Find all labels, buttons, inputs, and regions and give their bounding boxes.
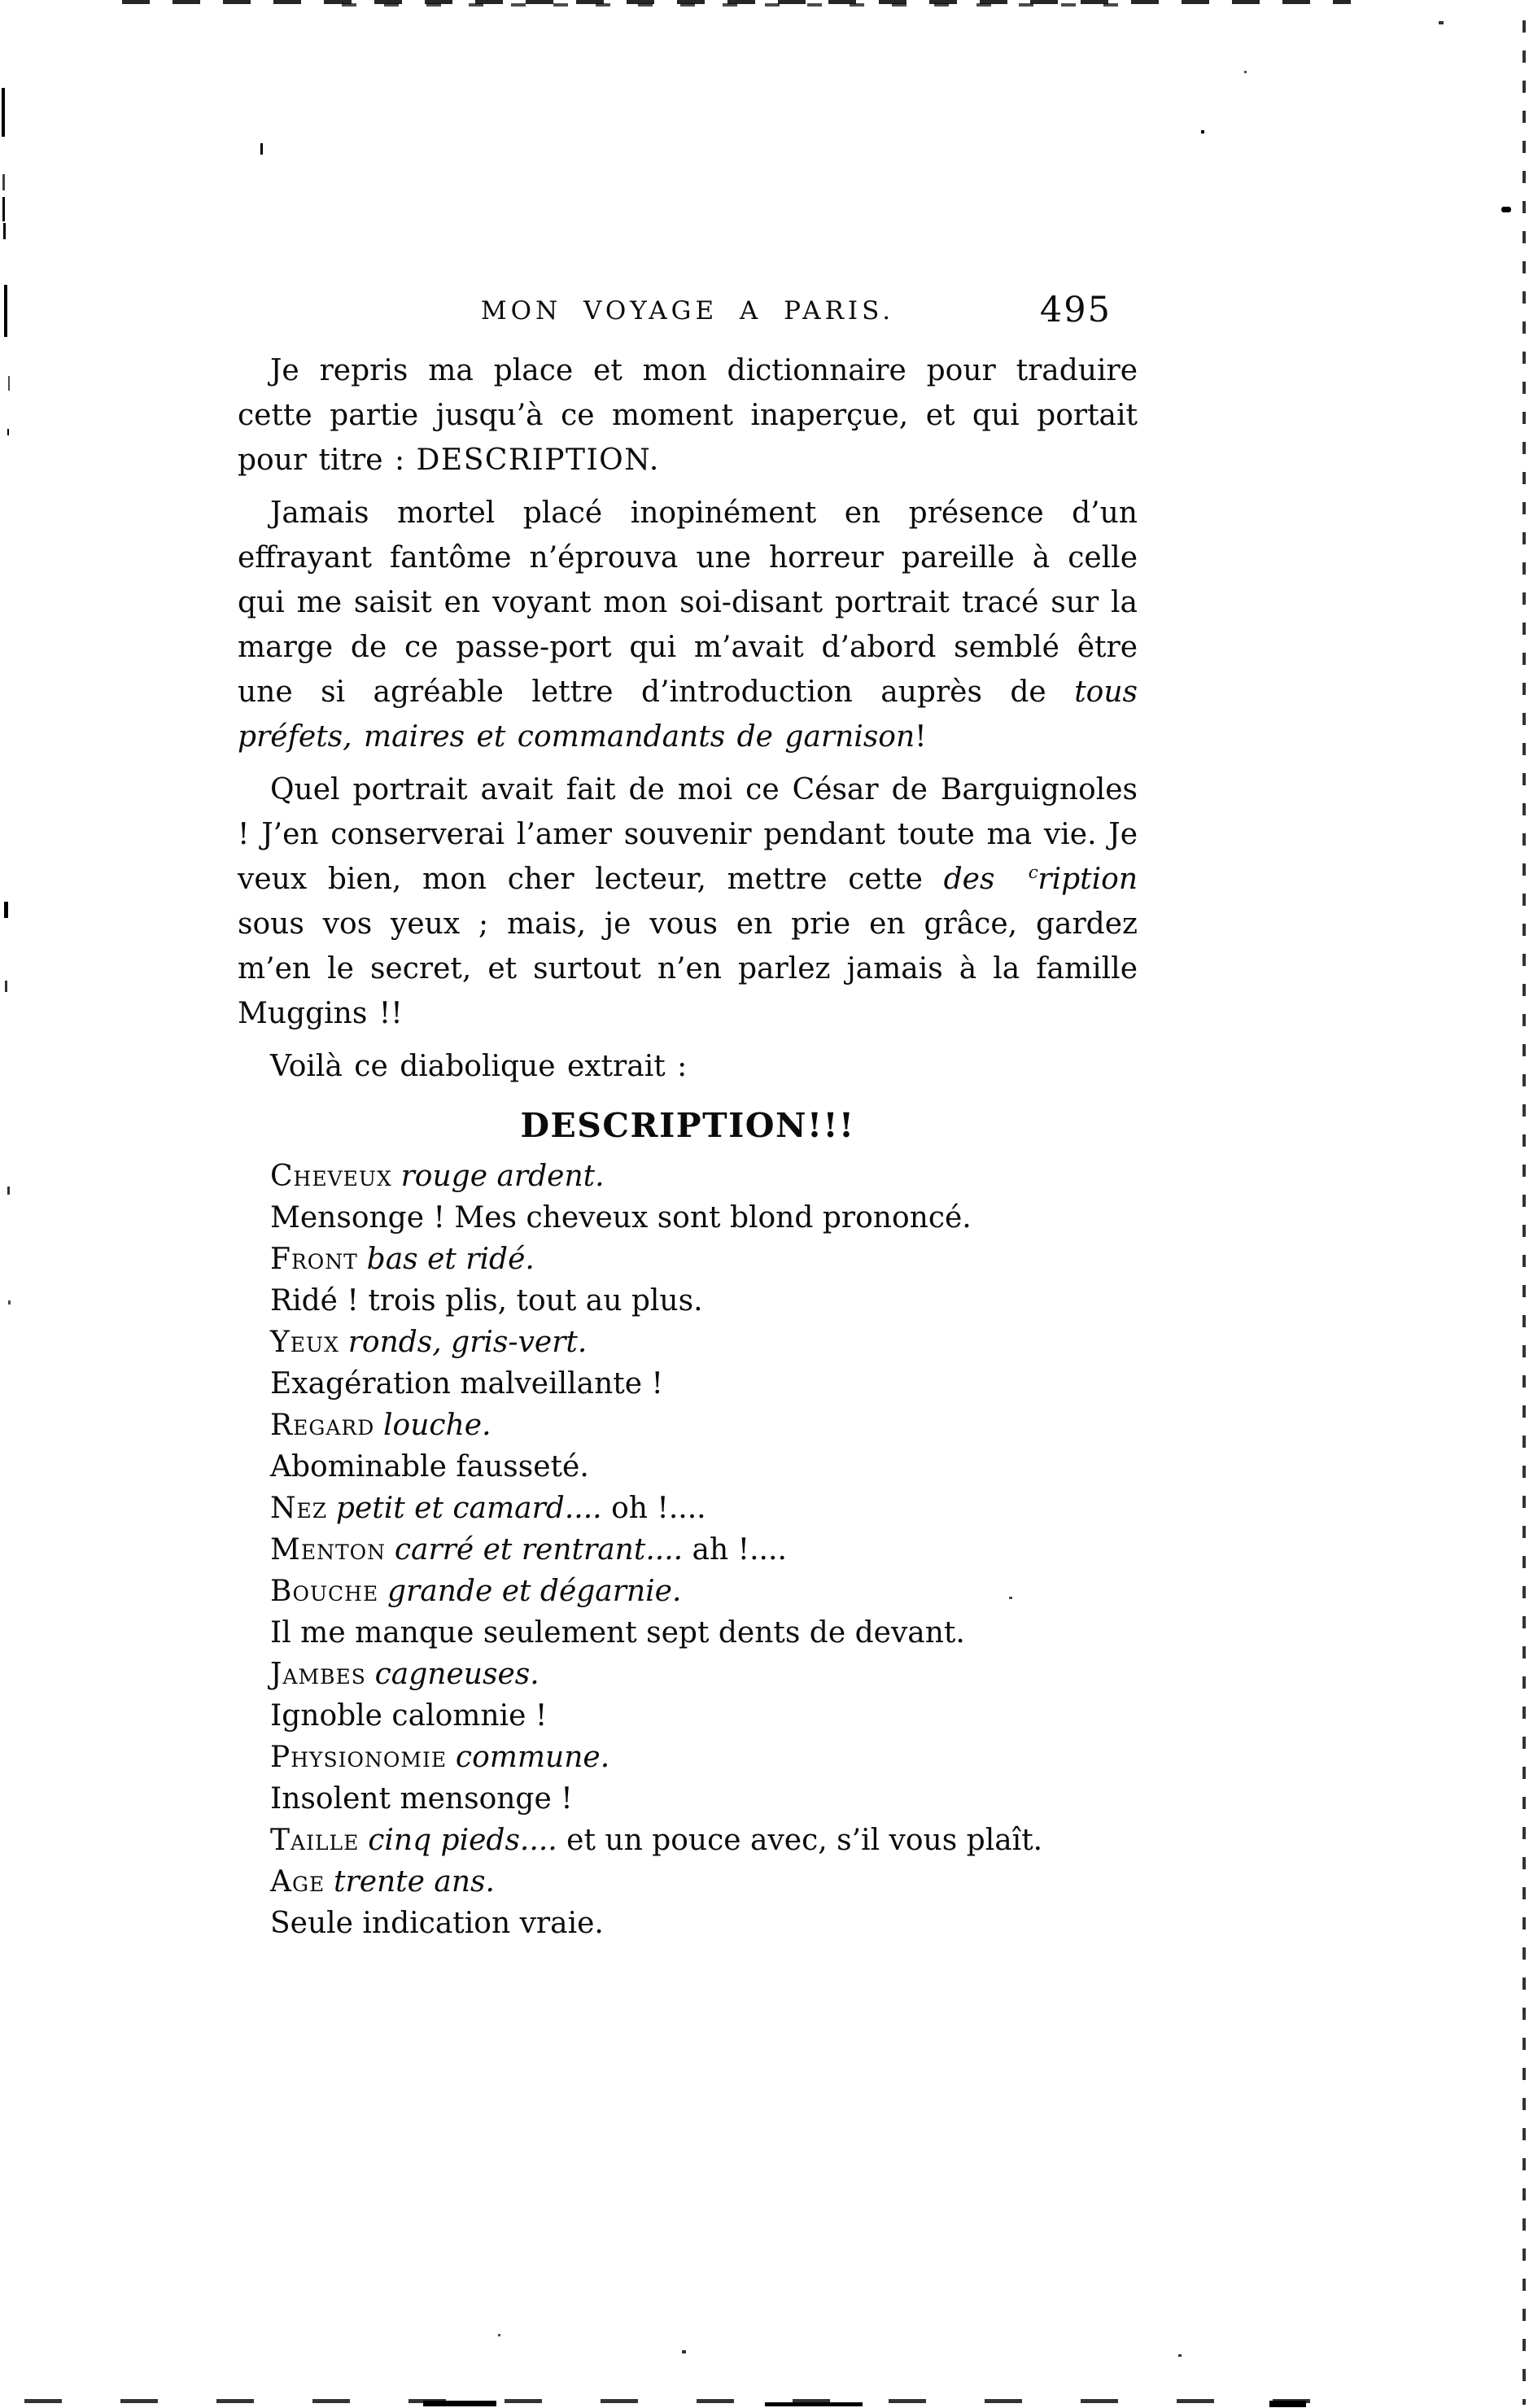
attribute-value: louche.	[383, 1409, 491, 1442]
scan-noise-mark	[2, 197, 5, 221]
list-item-reply	[238, 1280, 1138, 1322]
attribute-label: Age	[270, 1865, 325, 1899]
list-item-menton	[238, 1529, 1138, 1571]
attribute-label: Yeux	[270, 1326, 339, 1359]
attribute-exclamation: ah !....	[683, 1533, 787, 1567]
paragraph-portrait: Quel portrait avait fait de moi ce César de Barguignoles ! J’en conserverai l’amer souvenir pendant toute ma vie. Je veux bien, mon cher lecteur, mettre cette des cription sous vos yeux ; mais, je vous en prie en grâce, gardez m’en le secret, et surtout n’en parlez jamais à la famille Muggins !!	[238, 773, 1138, 1030]
scan-noise-mark	[3, 223, 6, 239]
paragraph-voila	[238, 1044, 1138, 1089]
description-list	[238, 1156, 1138, 1944]
reply-text: Ignoble calomnie !	[270, 1699, 548, 1733]
list-item-cheveux	[238, 1156, 1138, 1197]
scan-noise-top-edge	[342, 3, 1123, 7]
paragraph-text: sous vos yeux ; mais, je vous en prie en grâce, gardez m’en le secret, et surtout n’en parlez jamais à la famille Muggins !!	[238, 907, 1138, 1030]
list-item-reply	[238, 1903, 1138, 1944]
list-item-taille	[238, 1820, 1138, 1861]
scan-noise-speck	[1201, 130, 1204, 133]
list-item-nez	[238, 1488, 1138, 1529]
scan-noise-speck	[765, 2402, 863, 2406]
list-item-reply	[238, 1363, 1138, 1405]
attribute-value: grande et dégarnie.	[387, 1575, 682, 1608]
scan-noise-speck	[1244, 71, 1247, 73]
list-item-front	[238, 1239, 1138, 1280]
scan-noise-speck	[1439, 21, 1444, 24]
paragraph-text: Voilà ce diabolique extrait :	[270, 1050, 688, 1083]
list-item-reply	[238, 1197, 1138, 1239]
attribute-value: commune.	[455, 1741, 610, 1774]
scan-noise-mark	[7, 429, 9, 435]
reply-text: Mensonge ! Mes cheveux sont blond prononcé.	[270, 1201, 972, 1235]
list-item-jambes	[238, 1654, 1138, 1695]
attribute-label: Cheveux	[270, 1160, 392, 1193]
attribute-label: Regard	[270, 1409, 375, 1442]
attribute-label: Taille	[270, 1824, 360, 1857]
scan-noise-right-edge	[1522, 20, 1526, 2405]
scan-noise-speck	[260, 143, 263, 155]
attribute-value: bas et ridé.	[366, 1243, 535, 1276]
list-item-age	[238, 1861, 1138, 1903]
scan-noise-bottom-edge	[24, 2399, 1318, 2403]
list-item-reply	[238, 1695, 1138, 1737]
scan-noise-mark	[4, 902, 8, 918]
attribute-value: rouge ardent.	[400, 1160, 605, 1193]
scan-noise-mark	[7, 1187, 10, 1195]
attribute-label: Menton	[270, 1533, 387, 1567]
reply-text: Insolent mensonge !	[270, 1782, 573, 1816]
list-item-reply	[238, 1612, 1138, 1654]
content-column	[238, 290, 1138, 1944]
paragraph-italic-text: tous préfets, maires et commandants de garnison	[238, 675, 1138, 754]
scan-noise-speck	[1178, 2354, 1182, 2357]
paragraph-reprise	[238, 348, 1138, 483]
list-item-regard	[238, 1405, 1138, 1446]
paragraph-italic-text: ription	[1038, 863, 1138, 896]
scan-noise-speck	[682, 2350, 686, 2353]
attribute-label: Front	[270, 1243, 358, 1276]
scan-noise-speck	[423, 2401, 496, 2406]
scan-noise-mark	[8, 1300, 11, 1305]
running-title: MON VOYAGE A PARIS.	[480, 296, 895, 326]
scan-noise-speck	[498, 2334, 500, 2336]
list-item-bouche	[238, 1571, 1138, 1612]
attribute-addendum: et un pouce avec, s’il vous plaît.	[557, 1824, 1043, 1857]
paragraph-text: Je repris ma place et mon dictionnaire pour traduire cette partie jusqu’à ce moment inaperçue, et qui portait pour titre :	[238, 354, 1138, 477]
reply-text: Il me manque seulement sept dents de devant.	[270, 1616, 965, 1650]
running-header	[238, 290, 1138, 330]
attribute-value: cinq pieds....	[368, 1824, 557, 1857]
list-item-reply	[238, 1778, 1138, 1820]
attribute-exclamation: oh !....	[601, 1492, 706, 1525]
description-heading: DESCRIPTION!!!	[520, 1106, 855, 1145]
description-word-caps: DESCRIPTION.	[416, 444, 660, 477]
paragraph-text: !	[915, 720, 927, 754]
attribute-value: cagneuses.	[374, 1658, 540, 1691]
attribute-value: petit et camard....	[335, 1492, 602, 1525]
scan-noise-speck	[1501, 207, 1511, 212]
list-item-physionomie	[238, 1737, 1138, 1778]
attribute-value: trente ans.	[334, 1865, 495, 1899]
paragraph-text: Quel portrait avait fait de moi ce César de Barguignoles ! J’en conserverai l’amer souvenir pendant toute ma vie. Je veux bien, mon cher lecteur, mettre cette	[238, 773, 1138, 896]
reply-text: Seule indication vraie.	[270, 1907, 604, 1940]
paragraph-italic-text: des	[943, 863, 995, 896]
scan-noise-speck	[1269, 2401, 1306, 2407]
attribute-label: Bouche	[270, 1575, 379, 1608]
scan-noise-mark	[5, 981, 7, 992]
attribute-label: Physionomie	[270, 1741, 448, 1774]
attribute-value: carré et rentrant....	[394, 1533, 684, 1567]
list-item-yeux	[238, 1322, 1138, 1363]
reply-text: Ridé ! trois plis, tout au plus.	[270, 1284, 703, 1318]
scan-noise-mark	[8, 376, 10, 391]
paragraph-fantome	[238, 491, 1138, 759]
scan-noise-mark	[2, 174, 5, 190]
attribute-value: ronds, gris-vert.	[347, 1326, 588, 1359]
scan-noise-mark	[4, 285, 7, 337]
list-item-reply	[238, 1446, 1138, 1488]
attribute-label: Jambes	[270, 1658, 366, 1691]
reply-text: Abominable fausseté.	[270, 1450, 589, 1484]
paragraph-text: Jamais mortel placé inopinément en présence d’un effrayant fantôme n’éprouva une horreur pareille à celle qui me saisit en voyant mon soi-disant portrait tracé sur la marge de ce passe-port qui m’avait d’abord semblé être une si agréable lettre d’introduction auprès de	[238, 496, 1138, 709]
attribute-label: Nez	[270, 1492, 328, 1525]
scan-noise-mark	[2, 88, 5, 137]
reply-text: Exagération malveillante !	[270, 1367, 663, 1401]
page-number: 495	[1039, 290, 1112, 330]
